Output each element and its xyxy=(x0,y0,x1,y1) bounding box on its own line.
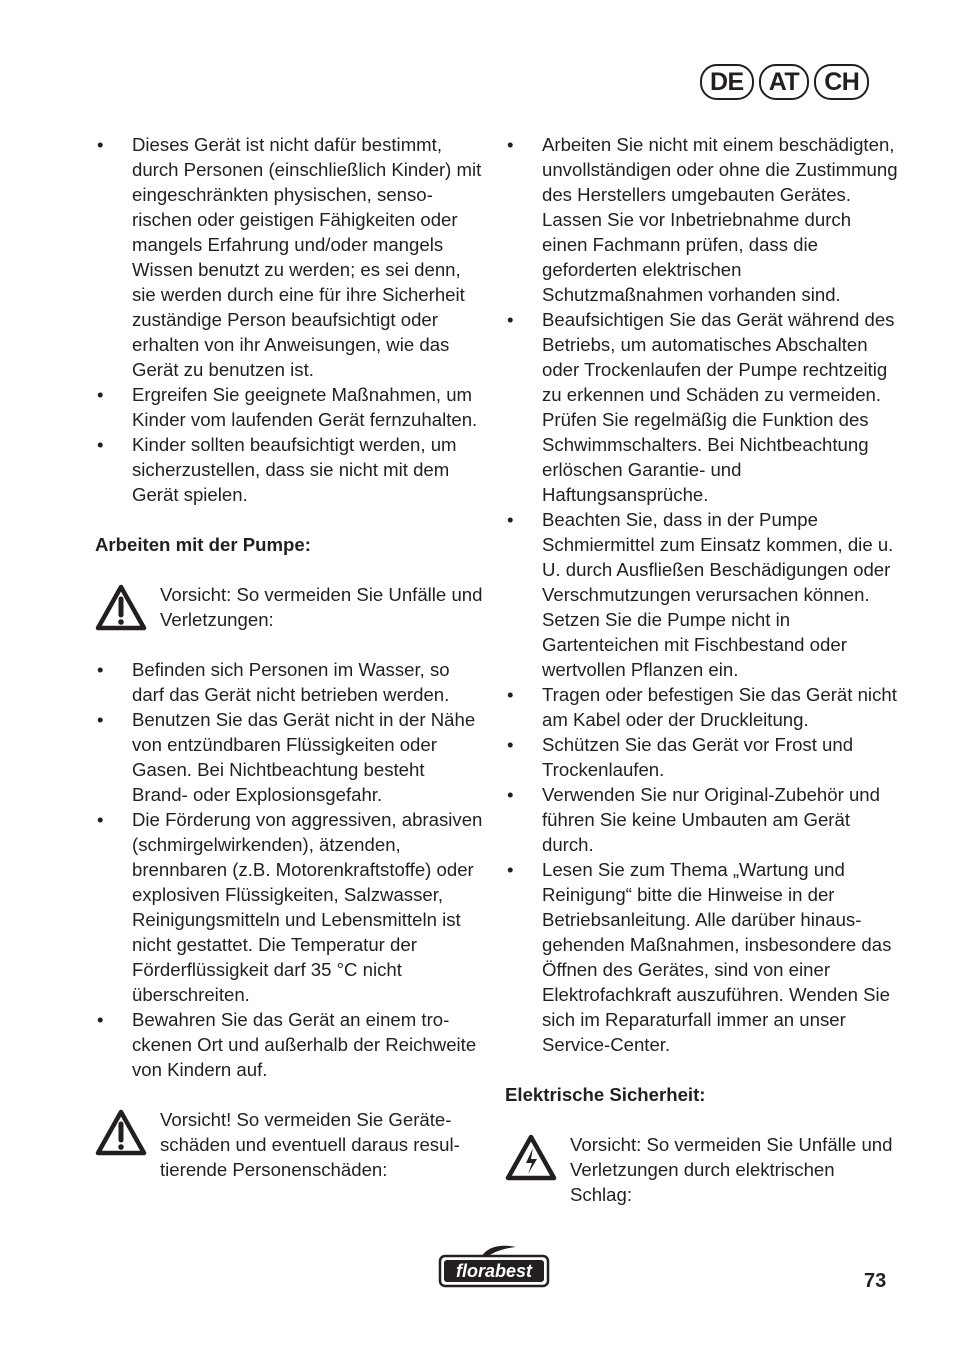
right-column xyxy=(505,132,900,1207)
list-item: • Lesen Sie zum Thema „Wartung und Reinigung“ bitte die Hinweise in der Betriebsanleitung. Alle darüber hinausgehenden Maßnahmen, insbesondere das Öffnen des Gerätes, sind von einer Elektrofachkraft auszuführen. Wenden Sie sich im Reparaturfall immer an unser Service-Center. xyxy=(505,857,900,1057)
warning-triangle-icon xyxy=(95,584,147,632)
list-item: • Arbeiten Sie nicht mit einem beschädigten, unvollständigen oder ohne die Zustimmung des Herstellers umgebauten Gerätes. Lassen Sie vor Inbetriebnahme durch einen Fachmann prüfen, dass die geforderten elektrischen Schutzmaßnahmen vorhanden sind. xyxy=(505,132,900,307)
svg-text:florabest: florabest xyxy=(455,1261,533,1281)
page-number: 73 xyxy=(864,1270,887,1292)
list-item: • Benutzen Sie das Gerät nicht in der Nähe von entzündbaren Flüssigkeiten oder Gasen. Bei Nichtbeachtung besteht Brand- oder Explosionsgefahr. xyxy=(95,707,483,807)
list-item: • Schützen Sie das Gerät vor Frost und Trockenlaufen. xyxy=(505,732,900,782)
electric-shock-warning-icon xyxy=(505,1134,557,1182)
section-heading-electrical: Elektrische Sicherheit: xyxy=(505,1084,706,1105)
left-column xyxy=(95,132,483,1182)
list-item: • Kinder sollten beaufsichtigt werden, um sicherzustellen, dass sie nicht mit dem Gerät spielen. xyxy=(95,432,483,507)
warning-text: Vorsicht! So vermeiden Sie Geräteschäden und eventuell daraus resultierende Personenschäden: xyxy=(160,1109,460,1180)
country-badge-at: AT xyxy=(759,64,809,100)
list-item: • Bewahren Sie das Gerät an einem trockenen Ort und außerhalb der Reichweite von Kindern auf. xyxy=(95,1007,483,1082)
country-badge-ch: CH xyxy=(814,64,869,100)
country-badges xyxy=(700,64,869,100)
country-badge-de: DE xyxy=(700,64,754,100)
list-item: • Befinden sich Personen im Wasser, so darf das Gerät nicht betrieben werden. xyxy=(95,657,483,707)
list-item: • Verwenden Sie nur Original-Zubehör und führen Sie keine Umbauten am Gerät durch. xyxy=(505,782,900,857)
list-item: • Die Förderung von aggressiven, abrasiven (schmirgelwirkenden), ätzenden, brennbaren (z.B. Motorenkraftstoffe) oder explosiven Flüssigkeiten, Salzwasser, Reinigungsmitteln und Lebensmitteln ist nicht gestattet. Die Temperatur der Förderflüssigkeit darf 35 °C nicht überschreiten. xyxy=(95,807,483,1007)
warning-triangle-icon xyxy=(95,1109,147,1157)
section-heading-pump: Arbeiten mit der Pumpe: xyxy=(95,534,311,555)
safety-list-operation xyxy=(505,132,900,1057)
florabest-logo xyxy=(438,1244,550,1288)
safety-list-children xyxy=(95,132,483,507)
list-item: • Beaufsichtigen Sie das Gerät während des Betriebs, um automatisches Abschalten oder Trockenlaufen der Pumpe rechtzeitig zu erkennen und Schäden zu vermeiden. Prüfen Sie regelmäßig die Funktion des Schwimmschalters. Bei Nichtbeachtung erlöschen Garantie- und Haftungsansprüche. xyxy=(505,307,900,507)
warning-text: Vorsicht: So vermeiden Sie Unfälle und Verletzungen: xyxy=(160,584,483,630)
list-item: • Tragen oder befestigen Sie das Gerät nicht am Kabel oder der Druckleitung. xyxy=(505,682,900,732)
warning-device-damage xyxy=(95,1107,483,1182)
list-item: • Ergreifen Sie geeignete Maßnahmen, um Kinder vom laufenden Gerät fernzuhalten. xyxy=(95,382,483,432)
safety-list-pump xyxy=(95,657,483,1082)
warning-electric-shock xyxy=(505,1132,900,1207)
list-item: • Dieses Gerät ist nicht dafür bestimmt, durch Personen (einschließlich Kinder) mit eingeschränkten physischen, sensorischen oder geistigen Fähigkeiten oder mangels Erfahrung und/oder mangels Wissen benutzt zu werden; es sei denn, sie werden durch eine für ihre Sicherheit zuständige Person beaufsichtigt oder erhalten von ihr Anweisungen, wie das Gerät zu benutzen ist. xyxy=(95,132,483,382)
list-item: • Beachten Sie, dass in der Pumpe Schmiermittel zum Einsatz kommen, die u. U. durch Ausfließen Beschädigungen oder Verschmutzungen verursachen können. Setzen Sie die Pumpe nicht in Gartenteichen mit Fischbestand oder wertvollen Pflanzen ein. xyxy=(505,507,900,682)
warning-accidents xyxy=(95,582,483,632)
warning-text: Vorsicht: So vermeiden Sie Unfälle und Verletzungen durch elektrischen Schlag: xyxy=(570,1134,893,1205)
